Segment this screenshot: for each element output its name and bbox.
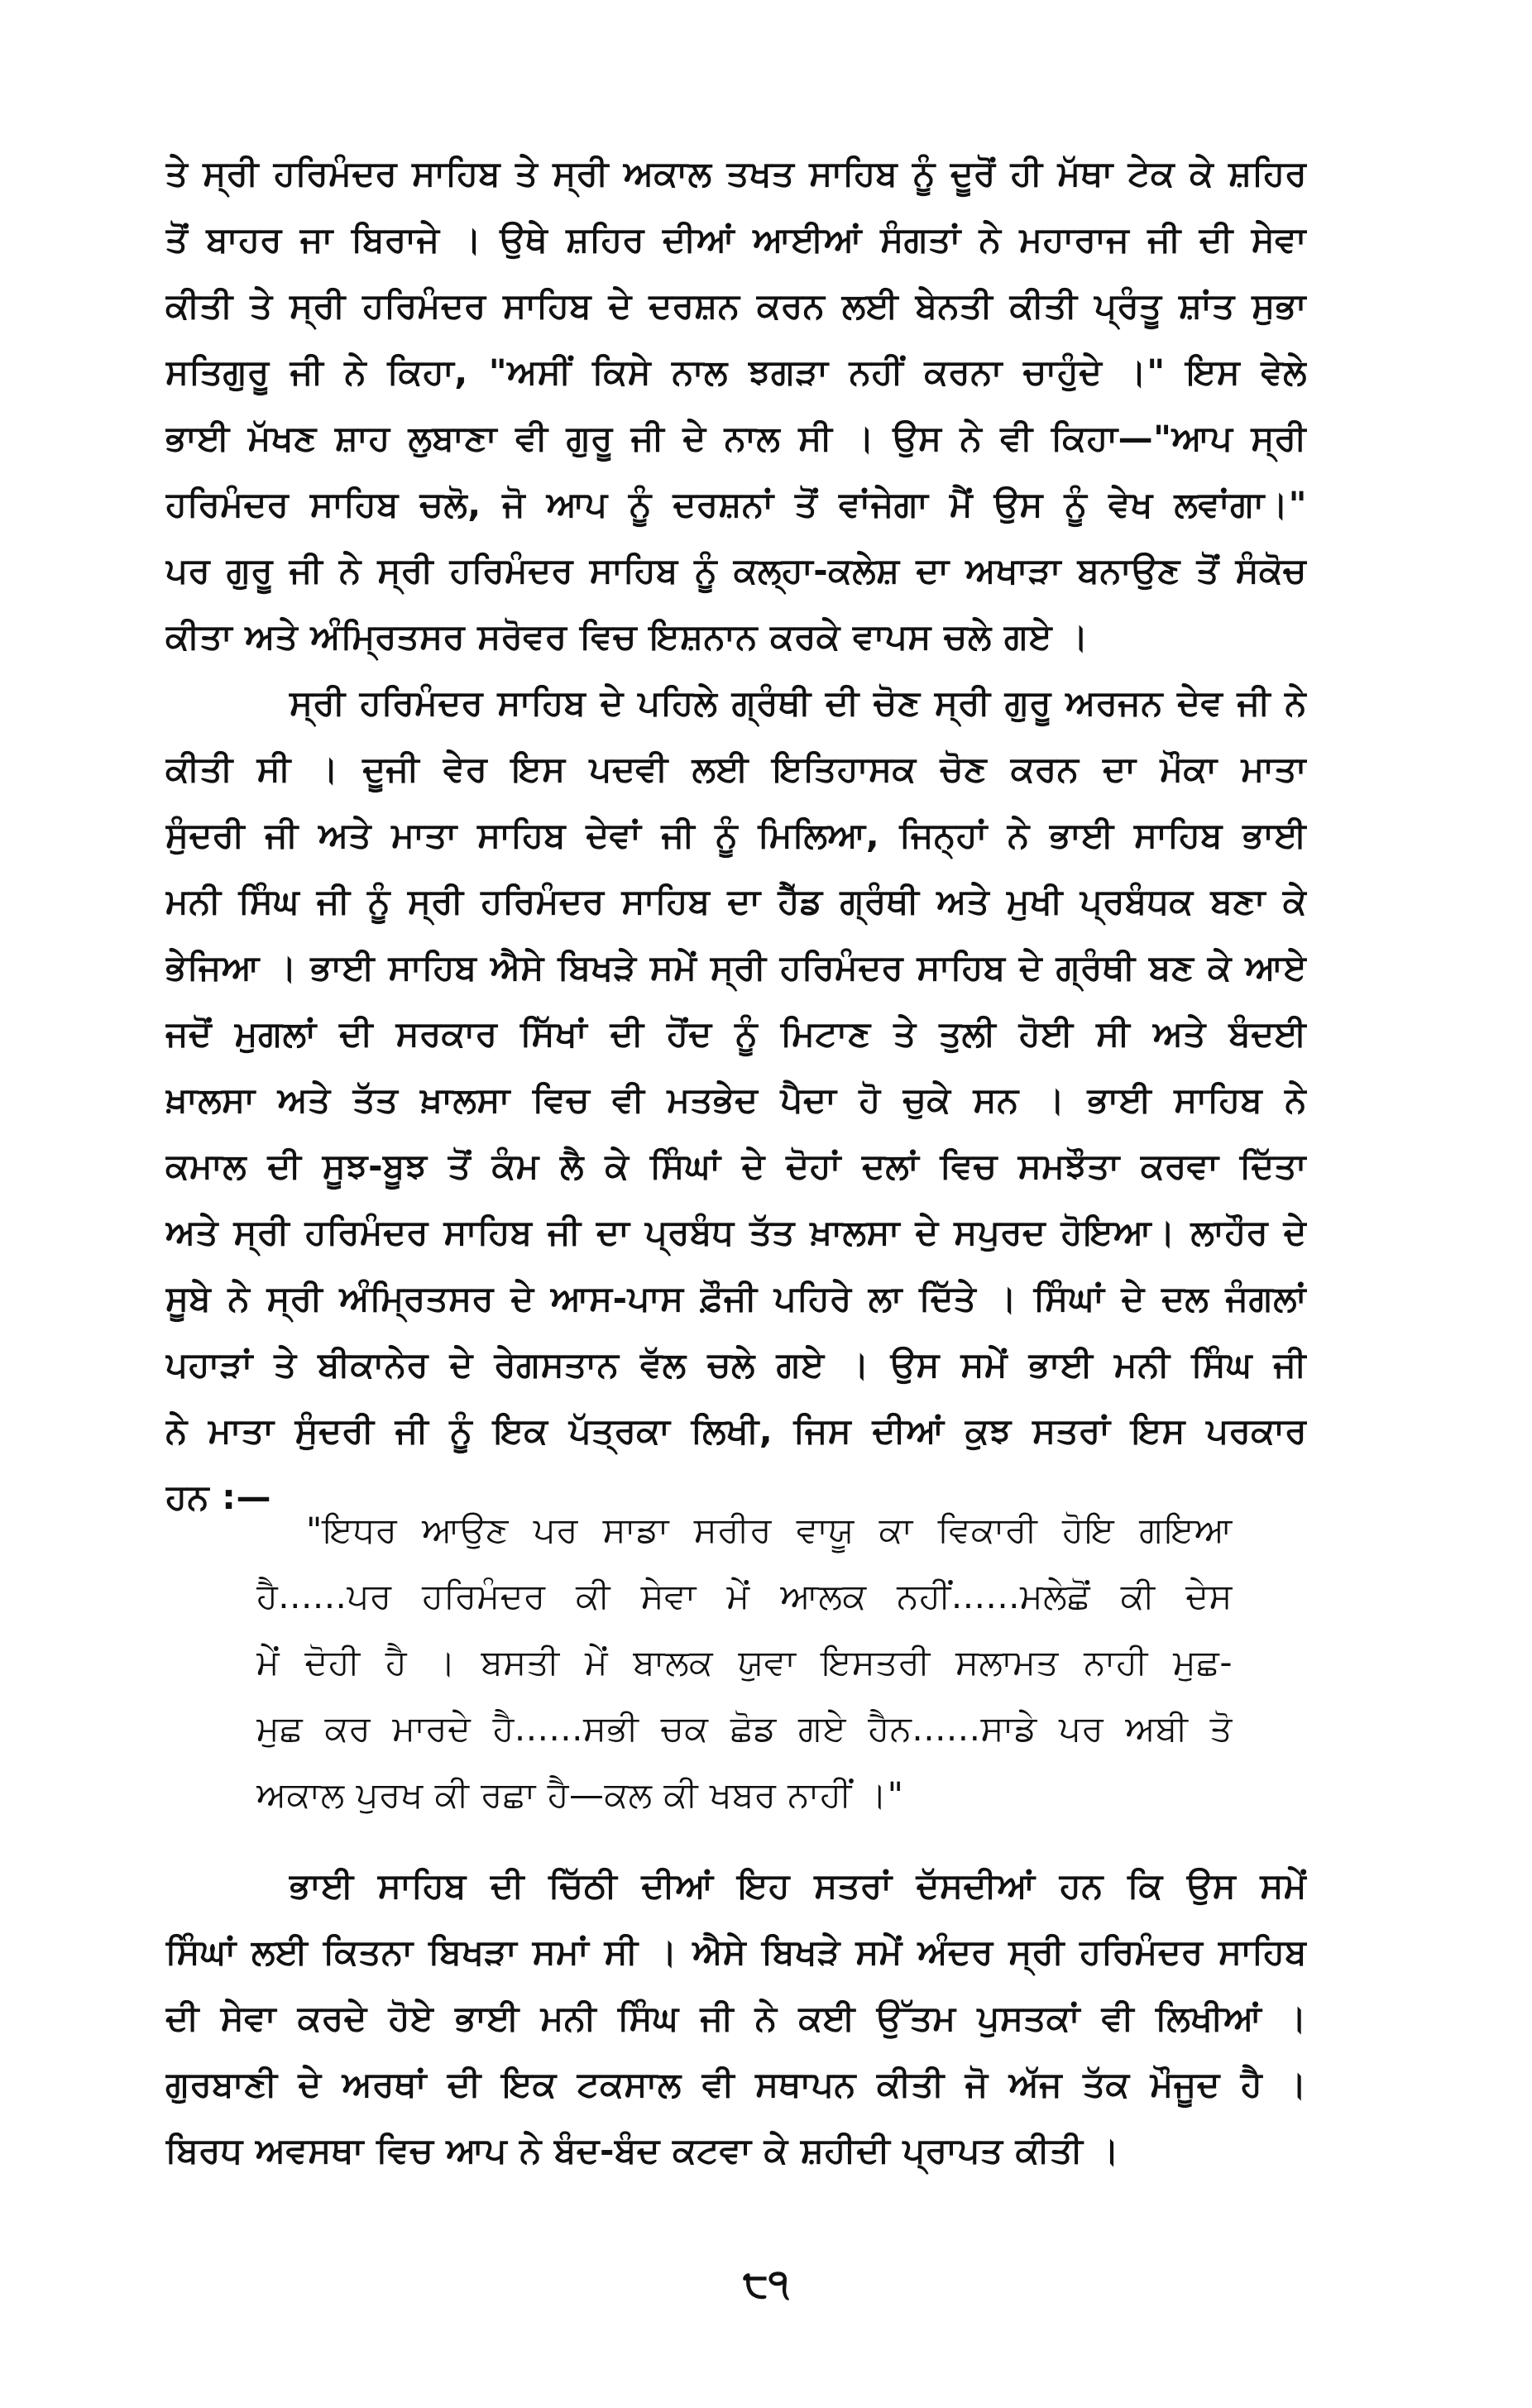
text-line: ਜਦੋਂ ਮੁਗਲਾਂ ਦੀ ਸਰਕਾਰ ਸਿੱਖਾਂ ਦੀ ਹੋਂਦ ਨੂੰ ਮਿਟਾਣ ਤੇ ਤੁਲੀ ਹੋਈ ਸੀ ਅਤੇ ਬੰਦਈ [165,1013,1307,1054]
quote-line: ਅਕਾਲ ਪੁਰਖ ਕੀ ਰਛਾ ਹੈ—ਕਲ ਕੀ ਖਬਰ ਨਾਹੀਂ ।" [256,1774,904,1815]
paragraph-2 [165,670,1307,1530]
text-line: ਤੇ ਸ੍ਰੀ ਹਰਿਮੰਦਰ ਸਾਹਿਬ ਤੇ ਸ੍ਰੀ ਅਕਾਲ ਤਖਤ ਸਾਹਿਬ ਨੂੰ ਦੂਰੋਂ ਹੀ ਮੱਥਾ ਟੇਕ ਕੇ ਸ਼ਹਿਰ [165,153,1307,194]
text-line: ਹਰਿਮੰਦਰ ਸਾਹਿਬ ਚਲੋ, ਜੋ ਆਪ ਨੂੰ ਦਰਸ਼ਨਾਂ ਤੋਂ ਵਾਂਜੇਗਾ ਮੈਂ ਉਸ ਨੂੰ ਵੇਖ ਲਵਾਂਗਾ।" [165,484,1307,524]
text-line: ਕਮਾਲ ਦੀ ਸੂਝ-ਬੂਝ ਤੋਂ ਕੰਮ ਲੈ ਕੇ ਸਿੰਘਾਂ ਦੇ ਦੋਹਾਂ ਦਲਾਂ ਵਿਚ ਸਮਝੌਤਾ ਕਰਵਾ ਦਿੱਤਾ [165,1146,1307,1186]
text-line: ਹਨ :— [165,1477,271,1517]
text-line: ਨੇ ਮਾਤਾ ਸੁੰਦਰੀ ਜੀ ਨੂੰ ਇਕ ਪੱਤ੍ਰਕਾ ਲਿਖੀ, ਜਿਸ ਦੀਆਂ ਕੁਝ ਸਤਰਾਂ ਇਸ ਪਰਕਾਰ [165,1410,1307,1451]
page-number: ੮੧ [743,2261,789,2305]
text-line: ਸੂਬੇ ਨੇ ਸ੍ਰੀ ਅੰਮ੍ਰਿਤਸਰ ਦੇ ਆਸ-ਪਾਸ ਫ਼ੌਜੀ ਪਹਿਰੇ ਲਾ ਦਿੱਤੇ । ਸਿੰਘਾਂ ਦੇ ਦਲ ਜੰਗਲਾਂ [165,1278,1307,1319]
paragraph-3 [165,1853,1307,2184]
text-line: ਦੀ ਸੇਵਾ ਕਰਦੇ ਹੋਏ ਭਾਈ ਮਨੀ ਸਿੰਘ ਜੀ ਨੇ ਕਈ ਉੱਤਮ ਪੁਸਤਕਾਂ ਵੀ ਲਿਖੀਆਂ । [165,1998,1307,2038]
text-line: ਸੁੰਦਰੀ ਜੀ ਅਤੇ ਮਾਤਾ ਸਾਹਿਬ ਦੇਵਾਂ ਜੀ ਨੂੰ ਮਿਲਿਆ, ਜਿਨ੍ਹਾਂ ਨੇ ਭਾਈ ਸਾਹਿਬ ਭਾਈ [165,815,1307,855]
text-line: ਸਿੰਘਾਂ ਲਈ ਕਿਤਨਾ ਬਿਖੜਾ ਸਮਾਂ ਸੀ । ਐਸੇ ਬਿਖੜੇ ਸਮੇਂ ਅੰਦਰ ਸ੍ਰੀ ਹਰਿਮੰਦਰ ਸਾਹਿਬ [165,1932,1307,1972]
text-line: ਪਹਾੜਾਂ ਤੇ ਬੀਕਾਨੇਰ ਦੇ ਰੇਗਸਤਾਨ ਵੱਲ ਚਲੇ ਗਏ । ਉਸ ਸਮੇਂ ਭਾਈ ਮਨੀ ਸਿੰਘ ਜੀ [165,1344,1307,1385]
text-line: ਭੇਜਿਆ । ਭਾਈ ਸਾਹਿਬ ਐਸੇ ਬਿਖੜੇ ਸਮੇਂ ਸ੍ਰੀ ਹਰਿਮੰਦਰ ਸਾਹਿਬ ਦੇ ਗ੍ਰੰਥੀ ਬਣ ਕੇ ਆਏ [165,947,1307,988]
text-line: ਪਰ ਗੁਰੂ ਜੀ ਨੇ ਸ੍ਰੀ ਹਰਿਮੰਦਰ ਸਾਹਿਬ ਨੂੰ ਕਲ੍ਹਾ-ਕਲੇਸ਼ ਦਾ ਅਖਾੜਾ ਬਨਾਉਣ ਤੋਂ ਸੰਕੋਚ [165,550,1307,591]
text-line: ਕੀਤੀ ਸੀ । ਦੂਜੀ ਵੇਰ ਇਸ ਪਦਵੀ ਲਈ ਇਤਿਹਾਸਕ ਚੋਣ ਕਰਨ ਦਾ ਮੌਕਾ ਮਾਤਾ [165,749,1307,789]
text-line: ਅਤੇ ਸ੍ਰੀ ਹਰਿਮੰਦਰ ਸਾਹਿਬ ਜੀ ਦਾ ਪ੍ਰਬੰਧ ਤੱਤ ਖ਼ਾਲਸਾ ਦੇ ਸਪੁਰਦ ਹੋਇਆ। ਲਾਹੌਰ ਦੇ [165,1212,1307,1252]
quote-line: "ਇਧਰ ਆਉਣ ਪਰ ਸਾਡਾ ਸਰੀਰ ਵਾਯੂ ਕਾ ਵਿਕਾਰੀ ਹੋਇ ਗਇਆ [306,1510,1233,1550]
paragraph-1 [165,141,1307,670]
text-line: ਭਾਈ ਸਾਹਿਬ ਦੀ ਚਿੱਠੀ ਦੀਆਂ ਇਹ ਸਤਰਾਂ ਦੱਸਦੀਆਂ ਹਨ ਕਿ ਉਸ ਸਮੇਂ [290,1865,1307,1906]
text-line: ਤੋਂ ਬਾਹਰ ਜਾ ਬਿਰਾਜੇ । ਉਥੇ ਸ਼ਹਿਰ ਦੀਆਂ ਆਈਆਂ ਸੰਗਤਾਂ ਨੇ ਮਹਾਰਾਜ ਜੀ ਦੀ ਸੇਵਾ [165,219,1307,260]
text-line: ਕੀਤੀ ਤੇ ਸ੍ਰੀ ਹਰਿਮੰਦਰ ਸਾਹਿਬ ਦੇ ਦਰਸ਼ਨ ਕਰਨ ਲਈ ਬੇਨਤੀ ਕੀਤੀ ਪ੍ਰੰਤੂ ਸ਼ਾਂਤ ਸੁਭਾ [165,285,1307,326]
text-line: ਭਾਈ ਮੱਖਣ ਸ਼ਾਹ ਲੁਬਾਣਾ ਵੀ ਗੁਰੂ ਜੀ ਦੇ ਨਾਲ ਸੀ । ਉਸ ਨੇ ਵੀ ਕਿਹਾ—"ਆਪ ਸ੍ਰੀ [165,418,1307,458]
text-line: ਸ੍ਰੀ ਹਰਿਮੰਦਰ ਸਾਹਿਬ ਦੇ ਪਹਿਲੇ ਗ੍ਰੰਥੀ ਦੀ ਚੋਣ ਸ੍ਰੀ ਗੁਰੂ ਅਰਜਨ ਦੇਵ ਜੀ ਨੇ [290,682,1307,723]
quote-line: ਮੇਂ ਦੋਹੀ ਹੈ । ਬਸਤੀ ਮੇਂ ਬਾਲਕ ਯੁਵਾ ਇਸਤਰੀ ਸਲਾਮਤ ਨਾਹੀ ਮੁਛ- [256,1642,1233,1683]
text-line: ਕੀਤਾ ਅਤੇ ਅੰਮ੍ਰਿਤਸਰ ਸਰੋਵਰ ਵਿਚ ਇਸ਼ਨਾਨ ਕਰਕੇ ਵਾਪਸ ਚਲੇ ਗਏ । [165,616,1089,657]
letter-quote [256,1497,1233,1828]
text-line: ਗੁਰਬਾਣੀ ਦੇ ਅਰਥਾਂ ਦੀ ਇਕ ਟਕਸਾਲ ਵੀ ਸਥਾਪਨ ਕੀਤੀ ਜੋ ਅੱਜ ਤੱਕ ਮੌਜੂਦ ਹੈ । [165,2064,1307,2104]
text-line: ਸਤਿਗੁਰੂ ਜੀ ਨੇ ਕਿਹਾ, "ਅਸੀਂ ਕਿਸੇ ਨਾਲ ਝਗੜਾ ਨਹੀਂ ਕਰਨਾ ਚਾਹੁੰਦੇ ।" ਇਸ ਵੇਲੇ [165,352,1307,392]
quote-line: ਹੈ......ਪਰ ਹਰਿਮੰਦਰ ਕੀ ਸੇਵਾ ਮੇਂ ਆਲਕ ਨਹੀਂ......ਮਲੇਛੋਂ ਕੀ ਦੇਸ [256,1576,1233,1616]
text-line: ਮਨੀ ਸਿੰਘ ਜੀ ਨੂੰ ਸ੍ਰੀ ਹਰਿਮੰਦਰ ਸਾਹਿਬ ਦਾ ਹੈੱਡ ਗ੍ਰੰਥੀ ਅਤੇ ਮੁਖੀ ਪ੍ਰਬੰਧਕ ਬਣਾ ਕੇ [165,881,1307,922]
quote-line: ਮੁਛ ਕਰ ਮਾਰਦੇ ਹੈ......ਸਭੀ ਚਕ ਛੋਡ ਗਏ ਹੈਨ......ਸਾਡੇ ਪਰ ਅਬੀ ਤੋ [256,1708,1233,1749]
text-line: ਖ਼ਾਲਸਾ ਅਤੇ ਤੱਤ ਖ਼ਾਲਸਾ ਵਿਚ ਵੀ ਮਤਭੇਦ ਪੈਦਾ ਹੋ ਚੁਕੇ ਸਨ । ਭਾਈ ਸਾਹਿਬ ਨੇ [165,1080,1307,1120]
text-line: ਬਿਰਧ ਅਵਸਥਾ ਵਿਚ ਆਪ ਨੇ ਬੰਦ-ਬੰਦ ਕਟਵਾ ਕੇ ਸ਼ਹੀਦੀ ਪ੍ਰਾਪਤ ਕੀਤੀ । [165,2130,1120,2171]
